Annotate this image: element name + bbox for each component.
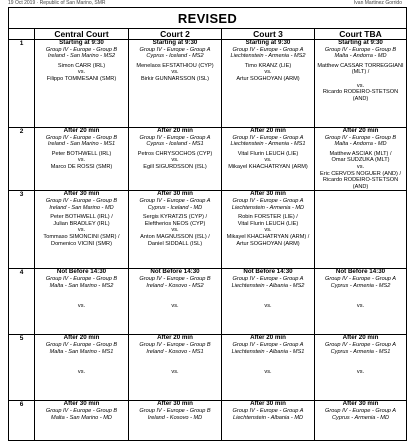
court-header: Central Court (35, 29, 129, 40)
player-name: Peter BOTHWELL (IRL) / (50, 214, 113, 221)
player-name: Simon CARR (IRL) (57, 62, 106, 69)
versus-label: vs. (171, 303, 179, 310)
tie-info: Group IV - Europe - Group A (232, 46, 304, 53)
tie-info: Group IV - Europe - Group A (139, 46, 211, 53)
match-cell (129, 128, 222, 191)
versus-label: vs. (77, 157, 86, 164)
court-header: Court 2 (129, 29, 222, 40)
tie-info: Group IV - Europe - Group A (139, 197, 211, 204)
match-number: 1 (9, 40, 35, 128)
player-name: Ricardo RODEIRO-STETSON (AND) (322, 177, 399, 190)
player-name: Menelaos EFSTATHIOU (CYP) (136, 62, 214, 69)
versus-label: vs. (264, 227, 272, 234)
player-name: Sergis KYRATZIS (CYP) / (142, 214, 208, 221)
versus-label: vs. (264, 69, 272, 76)
match-start-time: Not Before 14:30 (56, 268, 107, 276)
match-start-time: After 20 min (157, 334, 193, 342)
match-start-time: Starting at 9:30 (338, 39, 383, 46)
match-start-time: After 20 min (250, 334, 286, 342)
match-start-time: Starting at 9:30 (152, 39, 198, 46)
match-start-time: After 20 min (250, 127, 286, 134)
tie-info: Group IV - Europe - Group A (232, 275, 304, 282)
tie-info: Malta - San Marino - MD (51, 414, 112, 421)
match-rows (9, 40, 407, 441)
tie-info: Malta - San Marino - MS2 (49, 282, 114, 289)
match-cell (315, 335, 407, 401)
player-name: Mikayel KHACHATRYAN (ARM) / (226, 233, 310, 240)
match-start-time: After 30 min (157, 190, 193, 198)
match-number: 5 (9, 335, 35, 401)
match-cell (222, 191, 315, 269)
tie-info: Group IV - Europe - Group A (232, 134, 304, 141)
versus-label: vs. (356, 303, 365, 310)
player-name: Julian BRADLEY (IRL) (53, 220, 110, 227)
spacer (222, 289, 314, 303)
match-cell (222, 401, 315, 441)
tie-info: Ireland - Kosovo - MD (147, 414, 203, 421)
tie-info: Liechtenstein - Albania - MD (232, 414, 304, 421)
match-row (9, 401, 407, 441)
player-name: Filippo TOMMESANI (SMR) (46, 75, 117, 82)
match-cell (315, 401, 407, 441)
match-start-time: Not Before 14:30 (243, 268, 293, 276)
tie-info: Ireland - San Marino - MS1 (47, 141, 116, 148)
tie-info: Ireland - Kosovo - MS1 (146, 348, 204, 355)
match-start-time: Starting at 9:30 (59, 39, 104, 46)
match-row (9, 128, 407, 191)
player-name: Timo KRANZ (LIE) (244, 62, 292, 69)
match-cell (35, 40, 129, 128)
player-name: Mikayel KHACHATRYAN (ARM) (228, 163, 308, 170)
tie-info: Group IV - Europe - Group A (139, 134, 211, 141)
tie-info: Liechtenstein - Armenia - MS1 (230, 141, 306, 148)
player-name: Vital Flurin LEUCH (LIE) (237, 150, 299, 157)
versus-label: vs. (77, 303, 86, 310)
match-start-time: After 20 min (63, 334, 100, 342)
versus-label: vs. (77, 227, 86, 234)
match-cell (222, 128, 315, 191)
match-row (9, 40, 407, 128)
tie-info: Group IV - Europe - Group B (45, 197, 118, 204)
match-start-time: Not Before 14:30 (150, 268, 200, 276)
tie-info: Group IV - Europe - Group B (139, 341, 211, 348)
tie-info: Malta - Andorra - MD (334, 141, 387, 148)
player-name: Eric CERVOS NOGUER (AND) / (320, 170, 402, 177)
spacer (315, 355, 406, 369)
tie-info: Liechtenstein - Albania - MS2 (231, 282, 305, 289)
match-cell (35, 335, 129, 401)
page-header (0, 0, 410, 7)
order-of-play-table (8, 7, 407, 441)
match-cell (222, 335, 315, 401)
match-start-time: After 20 min (342, 127, 379, 134)
tie-info: Cyprus - Armenia - MS2 (330, 282, 391, 289)
tie-info: Ireland - Kosovo - MS2 (146, 282, 204, 289)
match-number: 4 (9, 269, 35, 335)
match-row (9, 269, 407, 335)
spacer (35, 355, 128, 369)
tie-info: Liechtenstein - Armenia - MS2 (230, 53, 306, 60)
match-start-time: After 30 min (63, 400, 100, 408)
tie-info: Ireland - San Marino - MD (49, 204, 114, 211)
player-name: Egill SIGURDSSON (ISL) (143, 163, 207, 170)
player-name: Matthew CASSAR TORREGGIANI (MLT) / (317, 62, 404, 76)
match-cell (315, 269, 407, 335)
match-cell (35, 128, 129, 191)
player-name: Eleftherios NEOS (CYP) (144, 220, 206, 227)
tie-info: Cyprus - Iceland - MS1 (146, 141, 204, 148)
player-name: Artur SOGHOYAN (ARM) (236, 75, 300, 82)
tie-info: Group IV - Europe - Group A (325, 341, 396, 348)
match-cell (315, 191, 407, 269)
player-name: Birkir GUNNARSSON (ISL) (140, 75, 210, 82)
court-header: Court 3 (222, 29, 315, 40)
versus-label: vs. (171, 227, 179, 234)
player-name: Domenico VICINI (SMR) (51, 240, 112, 247)
tie-info: Group IV - Europe - Group B (45, 46, 118, 53)
match-cell (315, 40, 407, 128)
match-start-time: After 30 min (250, 400, 286, 408)
tie-info: Cyprus - Iceland - MS2 (146, 53, 204, 60)
match-start-time: After 30 min (157, 400, 193, 408)
tie-info: Cyprus - Armenia - MS1 (330, 348, 391, 355)
tie-info: Cyprus - Iceland - MD (147, 204, 203, 211)
tie-info: Group IV - Europe - Group B (324, 46, 397, 53)
match-cell (222, 40, 315, 128)
match-start-time: After 20 min (342, 334, 379, 342)
tie-info: Group IV - Europe - Group B (139, 407, 211, 414)
spacer (129, 289, 221, 303)
match-number: 2 (9, 128, 35, 191)
match-start-time: Starting at 9:30 (245, 39, 291, 46)
match-number-header (9, 29, 35, 40)
tie-info: Malta - Andorra - MD (334, 53, 387, 60)
tie-info: Malta - San Marino - MS1 (49, 348, 114, 355)
match-start-time: Not Before 14:30 (335, 268, 386, 276)
spacer (222, 355, 314, 369)
versus-label: vs. (264, 369, 272, 376)
player-name (315, 76, 406, 83)
referee-name: Ivan Martinez Gorrido (353, 0, 402, 6)
match-cell (315, 128, 407, 191)
versus-label: vs. (171, 69, 179, 76)
match-cell (129, 40, 222, 128)
match-number: 3 (9, 191, 35, 269)
tie-info: Liechtenstein - Albania - MS1 (231, 348, 305, 355)
versus-label: vs. (356, 82, 365, 89)
match-cell (129, 191, 222, 269)
tie-info: Group IV - Europe - Group B (45, 407, 118, 414)
tie-info: Group IV - Europe - Group A (325, 407, 396, 414)
court-header: Court TBA (315, 29, 407, 40)
versus-label: vs. (356, 163, 365, 170)
match-cell (35, 401, 129, 441)
match-cell (222, 269, 315, 335)
match-cell (35, 269, 129, 335)
player-name: Vital Flurin LEUCH (LIE) (237, 220, 299, 227)
match-start-time: After 30 min (63, 190, 100, 198)
player-name: Petros CHRYSOCHOS (CYP) (137, 150, 213, 157)
tie-info: Group IV - Europe - Group A (325, 275, 396, 282)
player-name: Marco DE ROSSI (SMR) (50, 163, 113, 170)
match-cell (129, 335, 222, 401)
spacer (315, 289, 406, 303)
tie-info: Group IV - Europe - Group A (232, 341, 304, 348)
player-name: Artur SOGHOYAN (ARM) (236, 240, 300, 247)
player-name: Daniel SIDDALL (ISL) (147, 240, 203, 247)
versus-label: vs. (77, 369, 86, 376)
spacer (35, 289, 128, 303)
revised-row (9, 8, 407, 29)
match-start-time: After 30 min (250, 190, 286, 198)
tie-info: Group IV - Europe - Group B (45, 341, 118, 348)
tie-info: Cyprus - Armenia - MD (332, 414, 389, 421)
player-name: Robin FORSTER (LIE) / (238, 214, 298, 221)
match-number: 6 (9, 401, 35, 441)
tie-info: Group IV - Europe - Group A (232, 407, 304, 414)
versus-label: vs. (77, 69, 86, 76)
versus-label: vs. (264, 303, 272, 310)
tie-info: Group IV - Europe - Group B (139, 275, 211, 282)
versus-label: vs. (264, 157, 272, 164)
match-cell (129, 401, 222, 441)
match-cell (129, 269, 222, 335)
versus-label: vs. (171, 369, 179, 376)
player-name: Peter BOTHWELL (IRL) (51, 150, 112, 157)
match-start-time: After 30 min (342, 400, 379, 408)
versus-label: vs. (356, 369, 365, 376)
player-name: Matthew ASCIAK (MLT) / (329, 150, 392, 157)
match-start-time: After 20 min (63, 127, 100, 134)
player-name: Ricardo RODEIRO-STETSON (AND) (322, 89, 399, 102)
player-name: Omar SUDZUKA (MLT) (331, 157, 390, 164)
tie-info: Group IV - Europe - Group B (45, 275, 118, 282)
tie-info: Group IV - Europe - Group B (324, 134, 397, 141)
spacer (129, 355, 221, 369)
event-date-location: 19 Oct 2019 · Republic of San Marino, SMR (8, 0, 106, 6)
match-start-time: After 20 min (157, 127, 193, 134)
player-name: Anton MAGNUSSON (ISL) / (140, 233, 210, 240)
match-row (9, 191, 407, 269)
versus-label: vs. (171, 157, 179, 164)
tie-info: Liechtenstein - Armenia - MD (231, 204, 305, 211)
match-cell (35, 191, 129, 269)
revised-title: REVISED (9, 8, 407, 29)
player-name: Tommaso SIMONCINI (SMR) / (43, 233, 120, 240)
match-row (9, 335, 407, 401)
tie-info: Ireland - San Marino - MS2 (47, 53, 116, 60)
tie-info: Group IV - Europe - Group B (45, 134, 118, 141)
tie-info: Group IV - Europe - Group A (232, 197, 304, 204)
court-header-row (9, 29, 407, 40)
